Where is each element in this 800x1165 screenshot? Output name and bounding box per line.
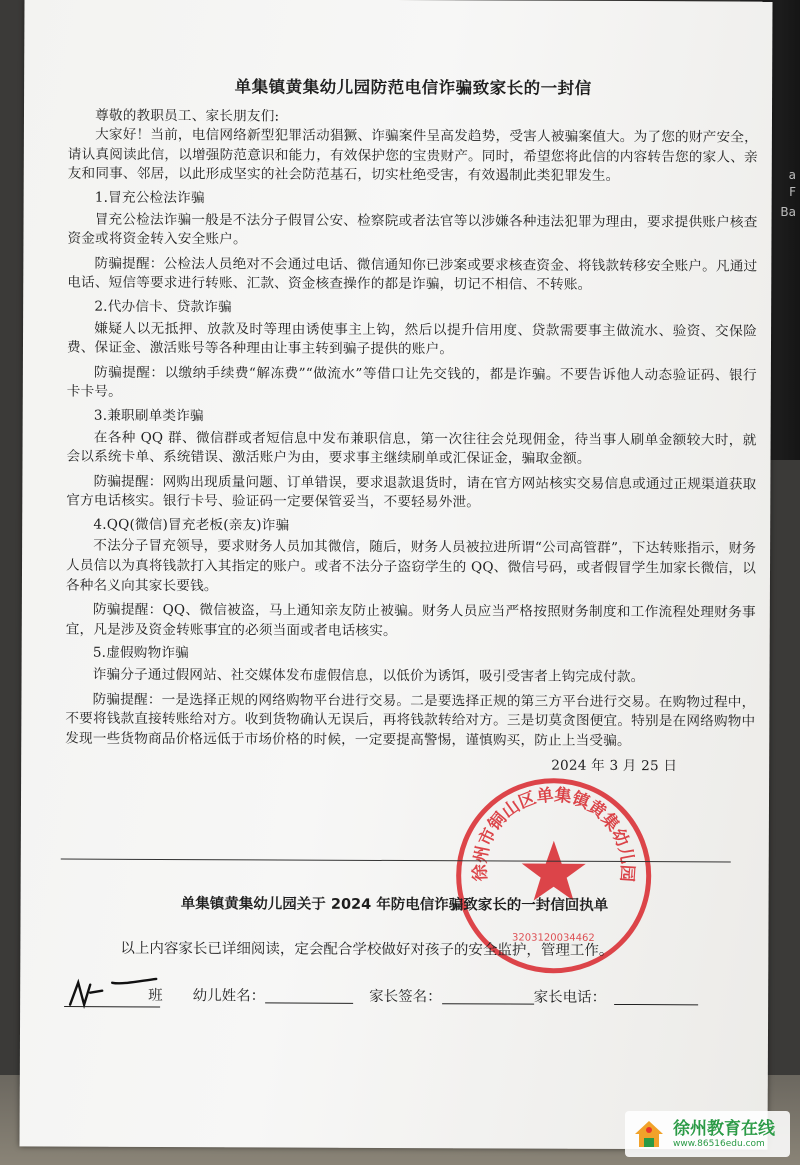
section-heading: 5.虚假购物诈骗	[92, 645, 190, 662]
keyboard-key: Ba	[780, 205, 796, 219]
letter-content	[65, 59, 758, 778]
parent-phone-label: 家长电话：	[533, 989, 607, 1006]
receipt-fields	[60, 984, 698, 1008]
parent-signature-label: 家长签名：	[369, 988, 442, 1006]
section-heading: 3.兼职刷单类诈骗	[93, 407, 204, 425]
watermark-name: 徐州教育在线	[673, 1118, 775, 1139]
letter-greeting: 尊敬的教职员工、家长朋友们:	[95, 107, 280, 125]
section-4	[66, 515, 757, 643]
letter-title: 单集镇黄集幼儿园防范电信诈骗致家长的一封信	[234, 77, 592, 98]
seal-text: 徐州市铜山区单集镇黄集幼儿园	[470, 785, 638, 883]
section-tip: 防骗提醒：网购出现质量问题、订单错误，要求退款退货时，请在官方网站核实交易信息或通过正规渠道获取官方电话核实。银行卡号、验证码一定要保管妥当，不要轻易外泄。	[66, 473, 757, 511]
keyboard-key: a	[788, 168, 796, 182]
section-body: 冒充公检法诈骗一般是不法分子假冒公安、检察院或者法官等以涉嫌各种违法犯罪为理由，要求提供账户核查资金或将资金转入安全账户。	[67, 211, 758, 248]
child-name-label: 幼儿姓名：	[192, 988, 266, 1005]
letter-date: 2024 年 3 月 25 日	[551, 758, 678, 775]
watermark-url: www.86516edu.com	[673, 1138, 765, 1149]
section-3	[66, 406, 756, 514]
parent-signature-field[interactable]	[442, 985, 534, 1004]
section-heading: 4.QQ(微信)冒充老板(亲友)诈骗	[93, 516, 290, 534]
section-body: 诈骗分子通过假网站、社交媒体发布虚假信息，以低价为诱饵，吸引受害者上钩完成付款。	[92, 666, 645, 686]
section-body: 嫌疑人以无抵押、放款及时等理由诱使事主上钩，然后以提升信用度、贷款需要事主做流水、验资、交保险费、保证金、激活账号等各种理由让事主转到骗子提供的账户。	[66, 320, 758, 358]
section-heading: 1.冒充公检法诈骗	[94, 189, 205, 207]
parent-phone-field[interactable]	[614, 986, 698, 1005]
section-2	[67, 298, 757, 406]
letter-intro: 大家好！当前，电信网络新型犯罪活动猖獗、诈骗案件呈高发趋势，受害人被骗案值大。为了您的财产安全，请认真阅读此信，以增强防范意识和能力，有效保护您的宝贵财产。同时，希望您将此信的内容转告您的家人、亲友和同事、邻居，以此形成坚实的社会防范基石，切实杜绝受害，有效遏制此类犯罪发生。	[67, 126, 758, 185]
child-name-field[interactable]	[265, 984, 353, 1003]
class-label: 班	[148, 987, 163, 1004]
section-1	[67, 189, 757, 297]
section-tip: 防骗提醒：QQ、微信被盗，马上通知亲友防止被骗。财务人员应当严格按照财务制度和工作流程处理财务事宜，凡是涉及资金转账事宜的必须当面或者电话核实。	[65, 601, 756, 639]
section-body: 在各种 QQ 群、微信群或者短信息中发布兼职信息，第一次往往会兑现佣金，待当事人刷单金额较大时，就会以系统卡单、系统错误、激活账户为由，要求事主继续刷单或汇保证金，骗取金额。	[66, 429, 757, 467]
keyboard-key: F	[789, 185, 796, 199]
section-5	[65, 644, 755, 752]
receipt-title: 单集镇黄集幼儿园关于 2024 年防电信诈骗致家长的一封信回执单	[180, 896, 609, 914]
site-watermark	[625, 1111, 790, 1157]
section-tip: 防骗提醒：以缴纳手续费“解冻费”“做流水”等借口让先交钱的，都是诈骗。不要告诉他人动态验证码、银行卡卡号。	[66, 364, 757, 401]
seal-code: 3203120034462	[512, 932, 595, 944]
section-body: 不法分子冒充领导，要求财务人员加其微信，随后，财务人员被拉进所谓“公司高管群”，下达转账指示，财务人员信以为真将钱款打入其指定的账户。或者不法分子盗窃学生的 QQ、微信号码，或者假冒学生加家长微信，以各种名义向其家长要钱。	[65, 538, 757, 594]
section-tip: 防骗提醒：公检法人员绝对不会通过电话、微信通知你已涉案或要求核查资金、将钱款转移安全账户。凡通过电话、短信等要求进行转账、汇款、资金核查操作的都是诈骗，切记不相信、不转账。	[67, 255, 758, 294]
letter-paper	[19, 0, 772, 1150]
house-logo-icon	[631, 1116, 667, 1152]
section-tip: 防骗提醒：一是选择正规的网络购物平台进行交易。二是要选择正规的第三方平台进行交易。在购物过程中，不要将钱款直接转账给对方。收到货物确认无误后，再将钱款转给对方。三是切莫贪图便宜。特别是在网络购物中发现一些货物商品价格远低于市场价格的时候，一定要提高警惕，谨慎购买，防止上当受骗。	[65, 691, 756, 749]
seal-star-icon	[522, 841, 586, 901]
receipt-body: 以上内容家长已详细阅读，定会配合学校做好对孩子的安全监护，管理工作。	[120, 940, 614, 959]
section-heading: 2.代办信卡、贷款诈骗	[94, 298, 232, 316]
